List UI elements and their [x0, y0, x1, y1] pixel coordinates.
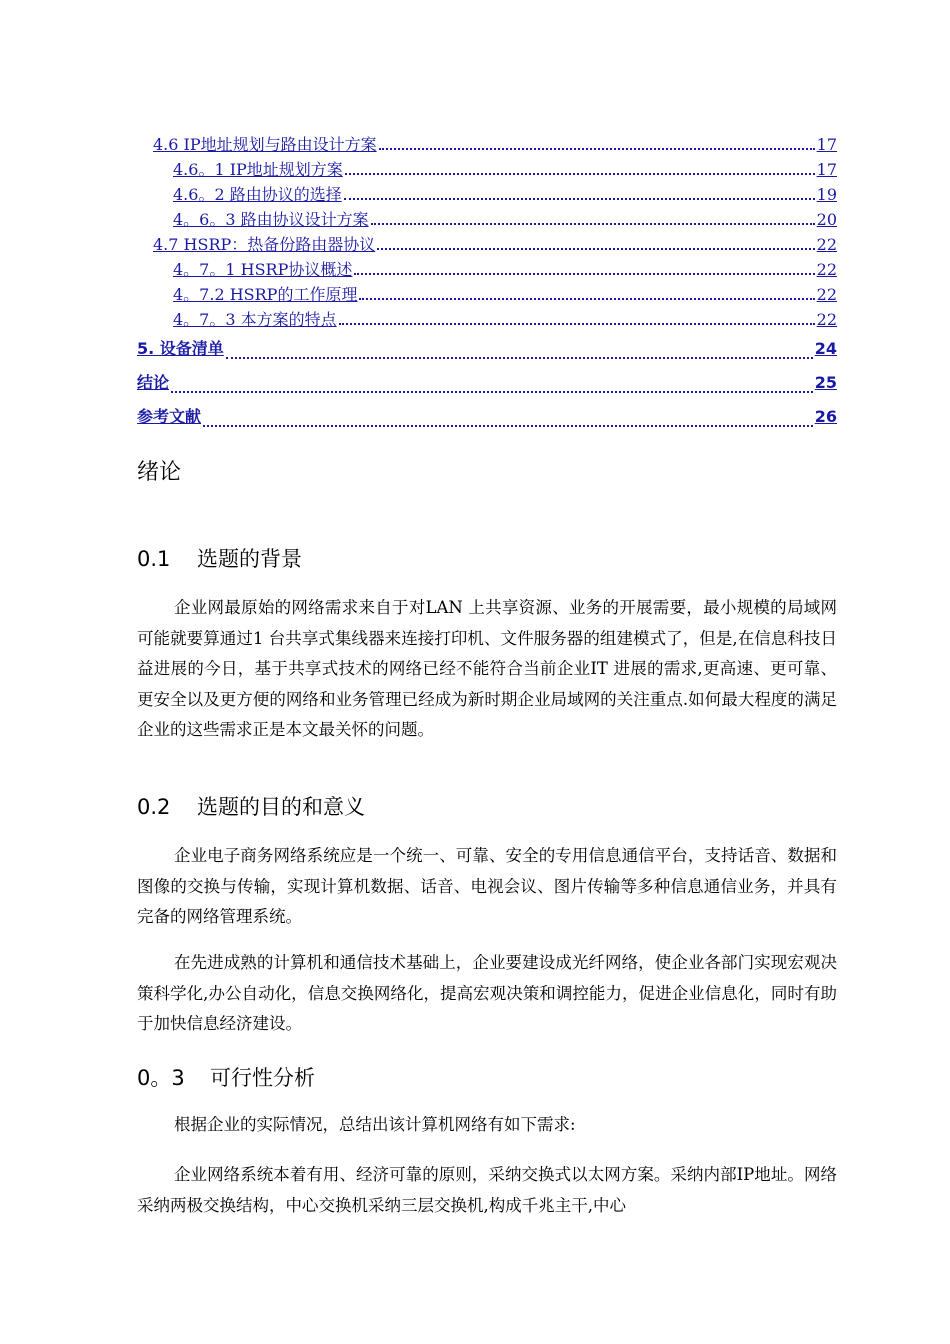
- toc-entry-page: 20: [816, 210, 837, 229]
- section-number: 0.2: [137, 795, 171, 819]
- toc-entry-4-6-3[interactable]: [137, 207, 837, 232]
- toc-entry-page: 22: [816, 260, 837, 279]
- section-number: 0。3: [137, 1066, 185, 1090]
- toc-entry-label: 结论: [137, 373, 170, 392]
- section-heading-0-2: [137, 791, 365, 821]
- toc-entry-label: 5. 设备清单: [137, 339, 224, 358]
- toc-entry-4-7[interactable]: [137, 232, 837, 257]
- toc-leader-dots: [345, 172, 815, 175]
- toc-entry-page: 17: [816, 160, 837, 179]
- toc-entry-page: 26: [814, 407, 837, 426]
- toc-leader-dots: [379, 147, 815, 150]
- toc-entry-page: 22: [816, 285, 837, 304]
- toc-entry-label: 4.6。1 IP地址规划方案: [173, 160, 343, 179]
- section-title: 可行性分析: [210, 1066, 315, 1090]
- toc-leader-dots: [171, 390, 813, 393]
- toc-entry-label: 4.7 HSRP：热备份路由器协议: [153, 235, 376, 254]
- toc-leader-dots: [377, 247, 814, 250]
- toc-entry-references[interactable]: [137, 400, 837, 434]
- toc-entry-label: 4。7。3 本方案的特点: [173, 310, 337, 329]
- toc-entry-4-6-2[interactable]: [137, 182, 837, 207]
- paragraph: 企业电子商务网络系统应是一个统一、可靠、安全的专用信息通信平台，支持话音、数据和图像的交换与传输，实现计算机数据、话音、电视会议、图片传输等多种信息通信业务，并具有完备的网络管理系统。: [137, 846, 837, 926]
- toc-leader-dots: [339, 322, 815, 325]
- section-heading-0-1: [137, 543, 302, 573]
- toc-leader-dots: [359, 297, 814, 300]
- section-title: 选题的目的和意义: [197, 795, 365, 819]
- toc-entry-4-7-2[interactable]: [137, 282, 837, 307]
- chapter-heading: 绪论: [137, 460, 182, 485]
- toc-entry-4-7-1[interactable]: [137, 257, 837, 282]
- toc-entry-page: 24: [814, 339, 837, 358]
- toc-entry-page: 19: [816, 185, 837, 204]
- section-number: 0.1: [137, 547, 171, 571]
- toc-entry-label: 4。7。1 HSRP协议概述: [173, 260, 353, 279]
- toc-entry-label: 4。7.2 HSRP的工作原理: [173, 285, 358, 304]
- toc-entry-page: 22: [816, 235, 837, 254]
- toc-entry-label: 4.6。2 路由协议的选择: [173, 185, 342, 204]
- paragraph: 根据企业的实际情况，总结出该计算机网络有如下需求:: [174, 1115, 576, 1134]
- toc-leader-dots: [226, 356, 813, 359]
- paragraph: 在先进成熟的计算机和通信技术基础上，企业要建设成光纤网络，使企业各部门实现宏观决策科学化,办公自动化，信息交换网络化，提高宏观决策和调控能力，促进企业信息化，同时有助于加快信息经济建设。: [137, 953, 837, 1033]
- toc-leader-dots: [354, 272, 814, 275]
- toc-entry-4-6[interactable]: [137, 132, 837, 157]
- toc-leader-dots: [203, 424, 813, 427]
- section-heading-0-3: [137, 1062, 315, 1092]
- toc-entry-label: 4.6 IP地址规划与路由设计方案: [153, 135, 377, 154]
- table-of-contents: [137, 132, 837, 434]
- toc-leader-dots: [344, 197, 815, 200]
- section-title: 选题的背景: [197, 547, 302, 571]
- toc-entry-4-6-1[interactable]: [137, 157, 837, 182]
- paragraph: 企业网最原始的网络需求来自于对LAN 上共享资源、业务的开展需要，最小规模的局域网可能就要算通过1 台共享式集线器来连接打印机、文件服务器的组建模式了，但是,在信息科技日益进展的今日，基于共享式技术的网络已经不能符合当前企业IT 进展的需求,更高速、更可靠、更安全以及更方便的网络和业务管理已经成为新时期企业局域网的关注重点.如何最大程度的满足企业的这些需求正是本文最关怀的问题。: [137, 598, 837, 739]
- toc-entry-conclusion[interactable]: [137, 366, 837, 400]
- toc-entry-5[interactable]: [137, 332, 837, 366]
- toc-entry-page: 17: [816, 135, 837, 154]
- toc-entry-4-7-3[interactable]: [137, 307, 837, 332]
- paragraph: 企业网络系统本着有用、经济可靠的原则，采纳交换式以太网方案。采纳内部IP地址。网络采纳两极交换结构，中心交换机采纳三层交换机,构成千兆主干,中心: [137, 1165, 837, 1215]
- toc-entry-label: 参考文献: [137, 407, 202, 426]
- toc-entry-page: 22: [816, 310, 837, 329]
- toc-leader-dots: [371, 222, 815, 225]
- toc-entry-page: 25: [814, 373, 837, 392]
- toc-entry-label: 4。6。3 路由协议设计方案: [173, 210, 369, 229]
